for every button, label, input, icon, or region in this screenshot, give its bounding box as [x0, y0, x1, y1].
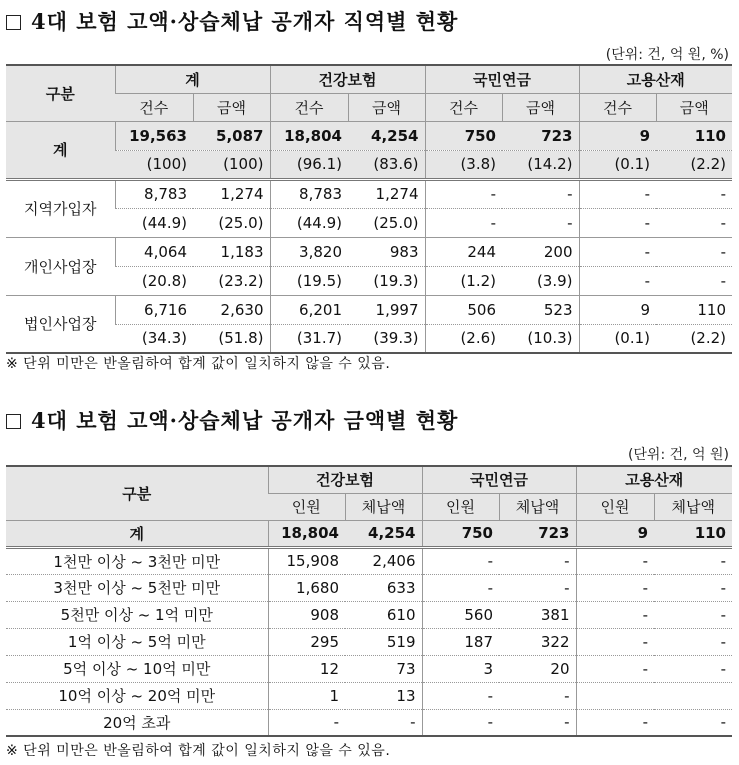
table-row	[6, 266, 732, 295]
cell-value: 723	[499, 520, 576, 547]
cell-value: -	[576, 628, 654, 655]
cell-percent: -	[579, 208, 656, 237]
table-row	[6, 324, 732, 353]
cell-value: 1,997	[348, 295, 425, 324]
cell-value: 519	[345, 628, 422, 655]
row-label: 5천만 이상 ~ 1억 미만	[6, 601, 268, 628]
cell-value: -	[345, 709, 422, 736]
cell-value: 13	[345, 682, 422, 709]
header-sub: 건수	[270, 93, 348, 121]
cell-value: 4,254	[345, 520, 422, 547]
section1-title	[6, 6, 458, 36]
cell-percent: -	[656, 208, 732, 237]
header-sub: 건수	[579, 93, 656, 121]
table-row	[6, 709, 732, 736]
cell-value: 8,783	[270, 179, 348, 208]
header-gubun: 구분	[6, 65, 115, 121]
cell-percent: (96.1)	[270, 150, 348, 179]
header-sub: 인원	[576, 493, 654, 520]
cell-value: -	[656, 237, 732, 266]
cell-value: -	[654, 655, 732, 682]
cell-percent: (2.2)	[656, 324, 732, 353]
cell-value: -	[422, 574, 499, 601]
cell-value: 1,274	[348, 179, 425, 208]
cell-value: -	[576, 574, 654, 601]
table-row	[6, 574, 732, 601]
row-label: 개인사업장	[6, 237, 115, 295]
cell-percent: (39.3)	[348, 324, 425, 353]
cell-percent: (51.8)	[193, 324, 270, 353]
section2-table	[6, 465, 732, 737]
section2-title-text: 4대 보험 고액·상습체납 공개자 금액별 현황	[31, 408, 459, 433]
cell-value: 200	[502, 237, 579, 266]
cell-value: -	[656, 179, 732, 208]
header-sub: 체납액	[654, 493, 732, 520]
cell-value: 110	[656, 295, 732, 324]
cell-percent: (0.1)	[579, 150, 656, 179]
section2-footnote: ※ 단위 미만은 반올림하여 합계 값이 일치하지 않을 수 있음.	[6, 743, 391, 759]
cell-value: 723	[502, 121, 579, 150]
row-label: 지역가입자	[6, 179, 115, 237]
cell-value: -	[268, 709, 345, 736]
header-sub: 금액	[502, 93, 579, 121]
header-group-health: 건강보험	[268, 466, 422, 493]
cell-percent: -	[579, 266, 656, 295]
cell-percent: (14.2)	[502, 150, 579, 179]
cell-percent: (44.9)	[270, 208, 348, 237]
header-sub: 건수	[425, 93, 502, 121]
header-group-pension: 국민연금	[422, 466, 576, 493]
header-group-pension: 국민연금	[425, 65, 579, 93]
row-label: 계	[6, 121, 115, 179]
cell-value: -	[576, 655, 654, 682]
cell-value: 2,406	[345, 547, 422, 574]
cell-value: 1	[268, 682, 345, 709]
cell-value: 12	[268, 655, 345, 682]
cell-percent: (23.2)	[193, 266, 270, 295]
cell-value: 110	[654, 520, 732, 547]
cell-value: -	[422, 709, 499, 736]
cell-value: 1,183	[193, 237, 270, 266]
cell-value: -	[502, 179, 579, 208]
cell-value: 18,804	[268, 520, 345, 547]
cell-percent: (20.8)	[115, 266, 193, 295]
cell-value: 9	[576, 520, 654, 547]
section1-table	[6, 64, 732, 354]
cell-percent: (100)	[193, 150, 270, 179]
cell-percent: (25.0)	[348, 208, 425, 237]
table-row	[6, 628, 732, 655]
cell-value: 3,820	[270, 237, 348, 266]
cell-value: -	[654, 628, 732, 655]
cell-value: 15,908	[268, 547, 345, 574]
cell-value: -	[576, 709, 654, 736]
header-sub: 체납액	[499, 493, 576, 520]
cell-value: 295	[268, 628, 345, 655]
cell-value: -	[499, 574, 576, 601]
table-row	[6, 150, 732, 179]
cell-percent: (34.3)	[115, 324, 193, 353]
cell-value: -	[422, 682, 499, 709]
cell-value: 322	[499, 628, 576, 655]
header-sub: 금액	[348, 93, 425, 121]
cell-value: -	[425, 179, 502, 208]
cell-percent: (1.2)	[425, 266, 502, 295]
cell-value: 73	[345, 655, 422, 682]
cell-value: 381	[499, 601, 576, 628]
cell-percent: (44.9)	[115, 208, 193, 237]
header-sub: 인원	[268, 493, 345, 520]
cell-value	[576, 682, 654, 709]
cell-value: 4,064	[115, 237, 193, 266]
header-sub: 금액	[656, 93, 732, 121]
checkbox-square-icon	[6, 15, 21, 30]
cell-value: 9	[579, 295, 656, 324]
section1-title-text: 4대 보험 고액·상습체납 공개자 직역별 현황	[31, 9, 459, 34]
row-label: 법인사업장	[6, 295, 115, 353]
cell-value: 560	[422, 601, 499, 628]
header-group-health: 건강보험	[270, 65, 425, 93]
cell-value: 110	[656, 121, 732, 150]
row-label: 20억 초과	[6, 709, 268, 736]
cell-percent: -	[425, 208, 502, 237]
section2-title	[6, 405, 458, 435]
cell-value: 750	[422, 520, 499, 547]
cell-percent: (19.5)	[270, 266, 348, 295]
cell-value: 523	[502, 295, 579, 324]
cell-percent: -	[656, 266, 732, 295]
cell-percent: (3.9)	[502, 266, 579, 295]
cell-value: 1,680	[268, 574, 345, 601]
header-sub: 인원	[422, 493, 499, 520]
cell-value: 633	[345, 574, 422, 601]
cell-value: 610	[345, 601, 422, 628]
cell-percent: -	[502, 208, 579, 237]
cell-value: 20	[499, 655, 576, 682]
cell-value: -	[499, 709, 576, 736]
table-row	[6, 121, 732, 150]
cell-percent: (2.2)	[656, 150, 732, 179]
cell-value: -	[576, 601, 654, 628]
cell-value: -	[579, 179, 656, 208]
cell-value: -	[422, 547, 499, 574]
cell-percent: (25.0)	[193, 208, 270, 237]
cell-value	[654, 682, 732, 709]
header-group-employment: 고용산재	[579, 65, 732, 93]
header-sub: 건수	[115, 93, 193, 121]
table-row	[6, 547, 732, 574]
cell-value: -	[576, 547, 654, 574]
cell-value: 3	[422, 655, 499, 682]
cell-value: 8,783	[115, 179, 193, 208]
cell-value: 6,716	[115, 295, 193, 324]
cell-value: 1,274	[193, 179, 270, 208]
section1-unit: (단위: 건, 억 원, %)	[605, 47, 729, 63]
cell-percent: (0.1)	[579, 324, 656, 353]
cell-value: 19,563	[115, 121, 193, 150]
cell-value: 4,254	[348, 121, 425, 150]
cell-percent: (31.7)	[270, 324, 348, 353]
cell-value: 5,087	[193, 121, 270, 150]
table-row	[6, 179, 732, 208]
cell-percent: (2.6)	[425, 324, 502, 353]
header-sub: 금액	[193, 93, 270, 121]
cell-value: 750	[425, 121, 502, 150]
checkbox-square-icon	[6, 414, 21, 429]
cell-value: 18,804	[270, 121, 348, 150]
cell-value: 983	[348, 237, 425, 266]
row-label: 10억 이상 ~ 20억 미만	[6, 682, 268, 709]
table-row	[6, 655, 732, 682]
cell-percent: (3.8)	[425, 150, 502, 179]
cell-value: 908	[268, 601, 345, 628]
cell-value: -	[654, 601, 732, 628]
cell-value: 2,630	[193, 295, 270, 324]
cell-value: -	[654, 574, 732, 601]
cell-value: -	[654, 547, 732, 574]
table-row	[6, 682, 732, 709]
row-label: 3천만 이상 ~ 5천만 미만	[6, 574, 268, 601]
table-row	[6, 520, 732, 547]
cell-value: 6,201	[270, 295, 348, 324]
header-group-total: 계	[115, 65, 270, 93]
table-row	[6, 237, 732, 266]
header-sub: 체납액	[345, 493, 422, 520]
cell-value: -	[654, 709, 732, 736]
cell-percent: (100)	[115, 150, 193, 179]
section1-footnote: ※ 단위 미만은 반올림하여 합계 값이 일치하지 않을 수 있음.	[6, 356, 391, 372]
cell-percent: (83.6)	[348, 150, 425, 179]
table-row	[6, 295, 732, 324]
cell-value: -	[499, 682, 576, 709]
row-label: 1천만 이상 ~ 3천만 미만	[6, 547, 268, 574]
row-label: 계	[6, 520, 268, 547]
row-label: 5억 이상 ~ 10억 미만	[6, 655, 268, 682]
row-label: 1억 이상 ~ 5억 미만	[6, 628, 268, 655]
cell-percent: (10.3)	[502, 324, 579, 353]
table-row	[6, 601, 732, 628]
header-gubun: 구분	[6, 466, 268, 520]
table-row	[6, 208, 732, 237]
cell-value: 187	[422, 628, 499, 655]
cell-value: 506	[425, 295, 502, 324]
cell-value: 244	[425, 237, 502, 266]
cell-value: -	[499, 547, 576, 574]
cell-value: -	[579, 237, 656, 266]
cell-percent: (19.3)	[348, 266, 425, 295]
header-group-employment: 고용산재	[576, 466, 732, 493]
section2-unit: (단위: 건, 억 원)	[627, 447, 729, 463]
cell-value: 9	[579, 121, 656, 150]
